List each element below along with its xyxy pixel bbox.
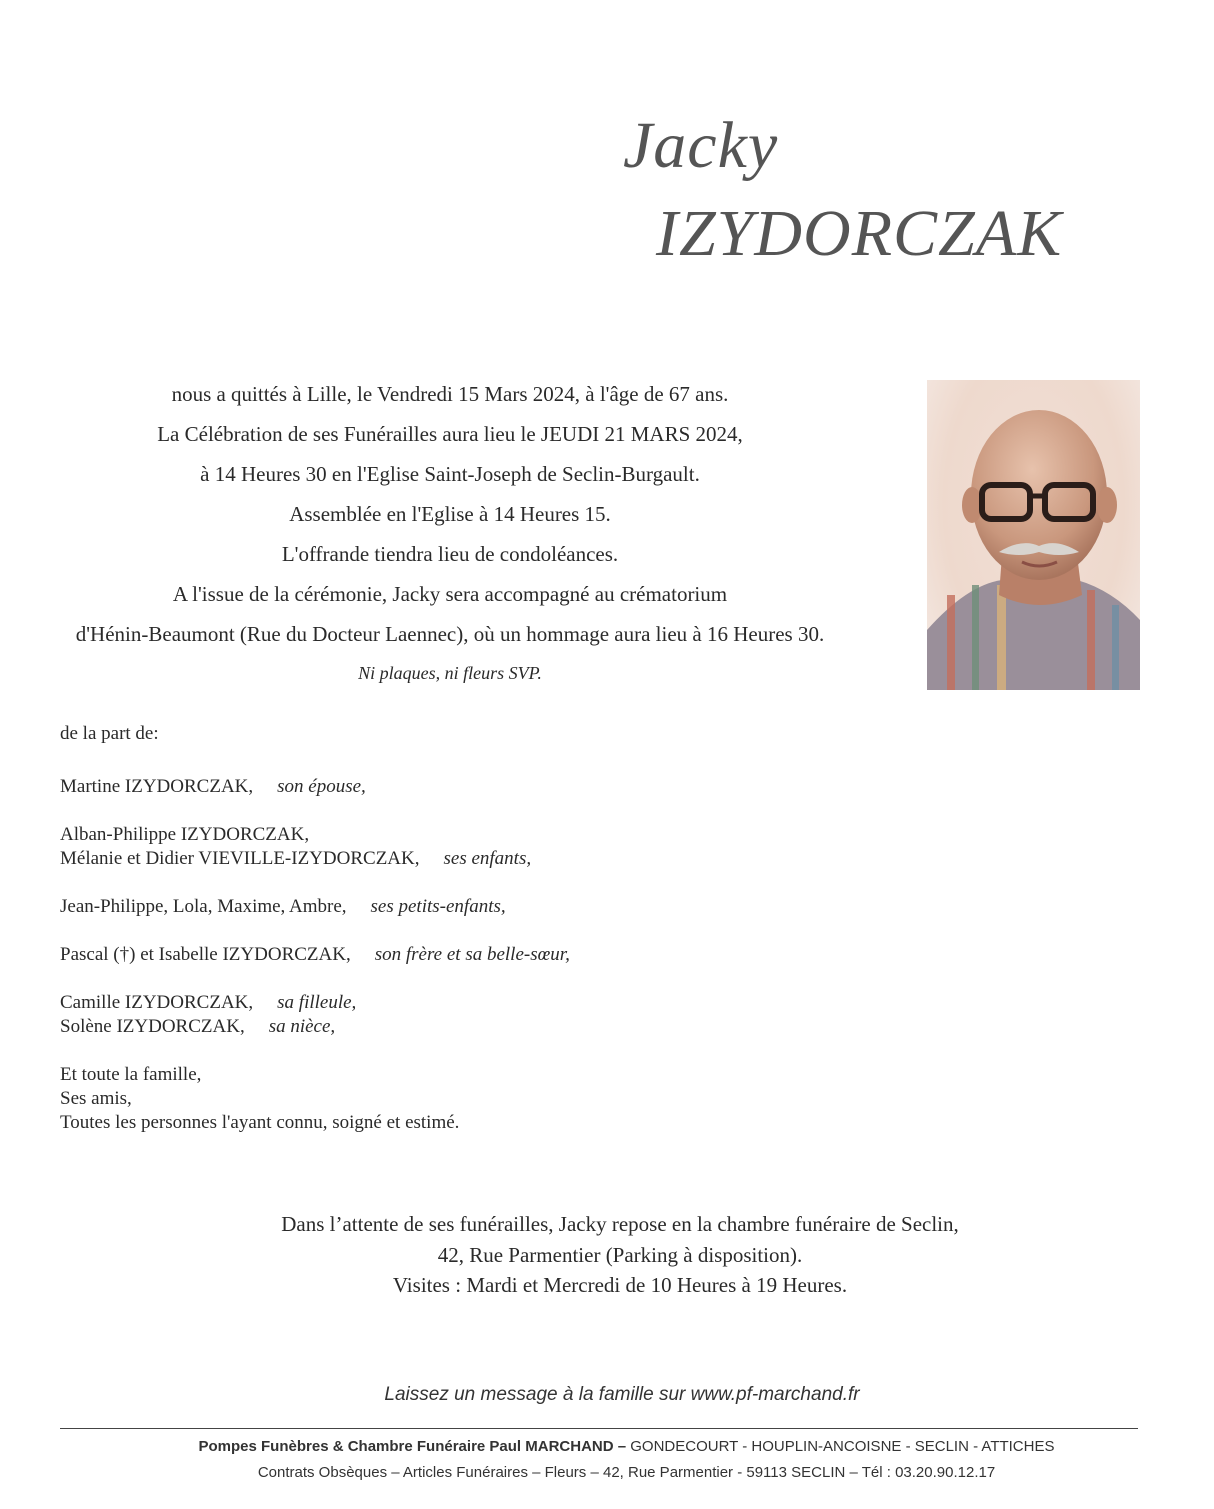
portrait-photo <box>927 380 1140 690</box>
family-member: Toutes les personnes l'ayant connu, soigné et estimé. <box>60 1112 460 1133</box>
family-member: Jean-Philippe, Lola, Maxime, Ambre, <box>60 896 347 917</box>
family-relation: sa nièce, <box>268 1016 336 1037</box>
last-name: IZYDORCZAK <box>656 197 1063 270</box>
family-line <box>60 992 356 1014</box>
family-line <box>60 896 506 918</box>
footer-towns: GONDECOURT - HOUPLIN-ANCOISNE - SECLIN - ATTICHES <box>626 1438 1055 1455</box>
repose-line: Dans l’attente de ses funérailles, Jacky repose en la chambre funéraire de Seclin, <box>281 1212 959 1236</box>
first-name: Jacky <box>623 109 779 182</box>
announcement-line: La Célébration de ses Funérailles aura lieu le JEUDI 21 MARS 2024, <box>157 422 743 446</box>
family-member: Camille IZYDORCZAK, <box>60 992 254 1013</box>
family-relation: ses petits-enfants, <box>370 896 506 917</box>
announcement-line: Assemblée en l'Eglise à 14 Heures 15. <box>289 502 611 526</box>
footer-line-2: Contrats Obsèques – Articles Funéraires – Fleurs – 42, Rue Parmentier - 59113 SECLIN – Tél : 03.20.90.12.17 <box>257 1464 996 1481</box>
family-relation: ses enfants, <box>443 848 532 869</box>
family-line <box>60 776 366 798</box>
family-member: Alban-Philippe IZYDORCZAK, <box>60 824 310 845</box>
family-member: Pascal (†) et Isabelle IZYDORCZAK, <box>60 944 351 965</box>
family-line <box>60 944 570 966</box>
family-line <box>60 1064 201 1086</box>
announcement-line: L'offrande tiendra lieu de condoléances. <box>281 542 619 566</box>
footer-company: Pompes Funèbres & Chambre Funéraire Paul MARCHAND – <box>198 1438 627 1455</box>
online-message-link[interactable]: Laissez un message à la famille sur www.pf-marchand.fr <box>384 1384 860 1405</box>
family-member: Et toute la famille, <box>60 1064 202 1085</box>
footer-line-1 <box>0 1438 1214 1455</box>
announcement-line: nous a quittés à Lille, le Vendredi 15 Mars 2024, à l'âge de 67 ans. <box>171 382 729 406</box>
from-label: de la part de: <box>60 723 159 744</box>
family-relation: sa filleule, <box>277 992 357 1013</box>
family-member: Mélanie et Didier VIEVILLE-IZYDORCZAK, <box>60 848 420 869</box>
repose-line: Visites : Mardi et Mercredi de 10 Heures à 19 Heures. <box>392 1273 848 1297</box>
family-relation: son épouse, <box>277 776 366 797</box>
family-member: Martine IZYDORCZAK, <box>60 776 254 797</box>
family-relation: son frère et sa belle-sœur, <box>374 944 570 965</box>
announcement-line: A l'issue de la cérémonie, Jacky sera accompagné au crématorium <box>172 582 728 606</box>
portrait-illustration <box>927 380 1140 690</box>
family-line <box>60 1016 335 1038</box>
announcement-line: d'Hénin-Beaumont (Rue du Docteur Laennec), où un hommage aura lieu à 16 Heures 30. <box>75 622 825 646</box>
announcement-line: à 14 Heures 30 en l'Eglise Saint-Joseph de Seclin-Burgault. <box>200 462 700 486</box>
family-member: Ses amis, <box>60 1088 132 1109</box>
footer-divider <box>60 1428 1138 1429</box>
family-line <box>60 1112 459 1134</box>
no-flowers-note: Ni plaques, ni fleurs SVP. <box>358 663 542 683</box>
family-member: Solène IZYDORCZAK, <box>60 1016 245 1037</box>
repose-line: 42, Rue Parmentier (Parking à disposition). <box>437 1243 803 1267</box>
family-line <box>60 1088 132 1110</box>
family-line <box>60 824 309 846</box>
family-line <box>60 848 531 870</box>
